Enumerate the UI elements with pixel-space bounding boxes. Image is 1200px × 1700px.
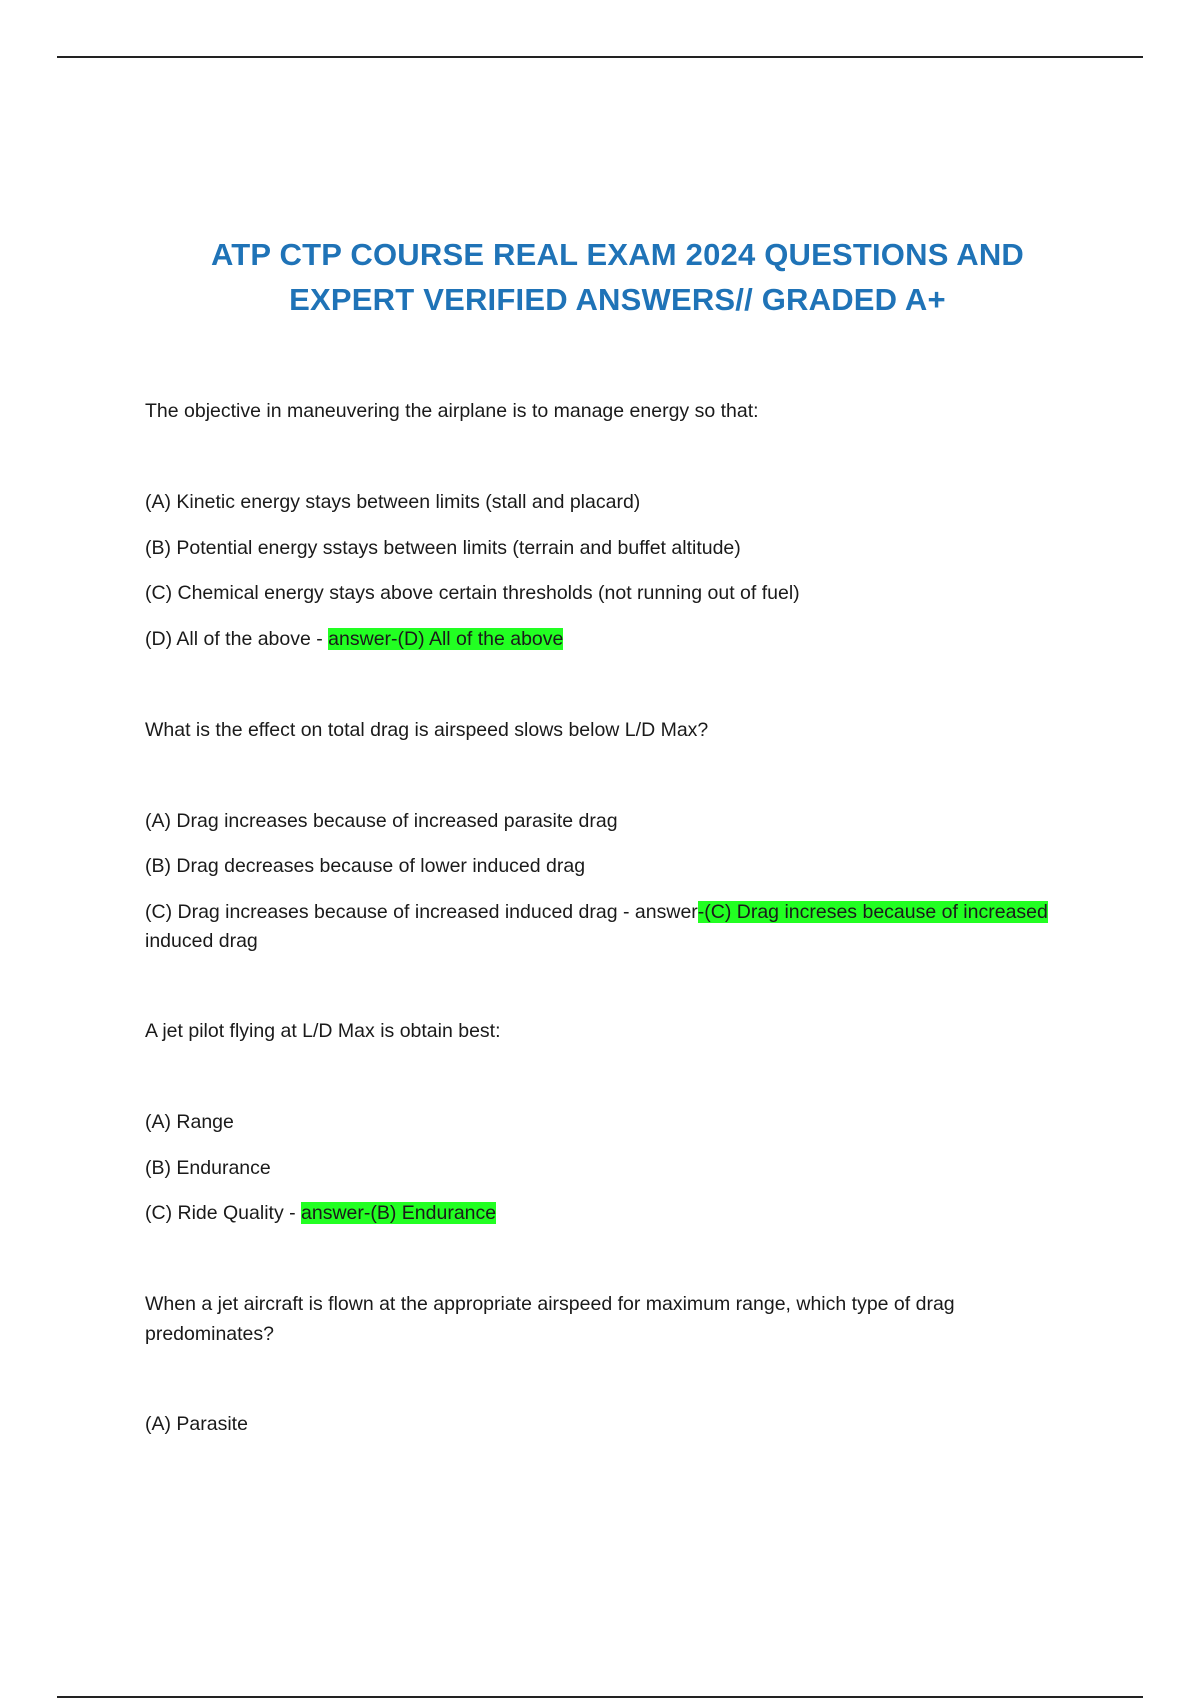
question-3-answer-highlight: answer-(B) Endurance [301, 1202, 497, 1224]
title-line-1: ATP CTP COURSE REAL EXAM 2024 QUESTIONS AND [210, 237, 1025, 272]
question-2-option-a: (A) Drag increases because of increased parasite drag [145, 810, 618, 832]
title-line-2: EXPERT VERIFIED ANSWERS// GRADED A+ [289, 282, 946, 317]
question-3-prompt: A jet pilot flying at L/D Max is obtain best: [145, 1020, 501, 1042]
question-1-option-b: (B) Potential energy sstays between limits (terrain and buffet altitude) [145, 537, 741, 559]
question-2-prompt: What is the effect on total drag is airspeed slows below L/D Max? [145, 719, 709, 741]
question-1-prompt: The objective in maneuvering the airplane is to manage energy so that: [145, 400, 759, 422]
question-1-option-a: (A) Kinetic energy stays between limits (stall and placard) [145, 491, 641, 513]
question-2-option-c [145, 897, 1048, 927]
question-2-option-c-text: (C) Drag increases because of increased induced drag - answer [145, 901, 698, 923]
question-3-option-b: (B) Endurance [145, 1157, 271, 1179]
question-2-answer-highlight: -(C) Drag increses because of increased [697, 901, 1048, 923]
question-1-option-d [145, 624, 563, 654]
footer-rule [57, 1696, 1143, 1698]
question-4-option-a: (A) Parasite [145, 1413, 248, 1435]
question-2-option-b: (B) Drag decreases because of lower induced drag [145, 855, 586, 877]
header-rule [57, 56, 1143, 58]
question-3-option-c-text: (C) Ride Quality - [145, 1202, 302, 1224]
question-1-option-d-text: (D) All of the above - [145, 628, 329, 650]
question-3-option-c [145, 1198, 496, 1228]
question-2-answer-continued: induced drag [145, 930, 258, 952]
question-3-option-a: (A) Range [145, 1111, 234, 1133]
document-title [150, 232, 1085, 322]
question-1-answer-highlight: answer-(D) All of the above [328, 628, 564, 650]
question-4-prompt-line-2: predominates? [145, 1323, 274, 1345]
question-1-option-c: (C) Chemical energy stays above certain thresholds (not running out of fuel) [145, 582, 800, 604]
question-4-prompt-line-1: When a jet aircraft is flown at the appropriate airspeed for maximum range, which type of drag [145, 1293, 955, 1315]
